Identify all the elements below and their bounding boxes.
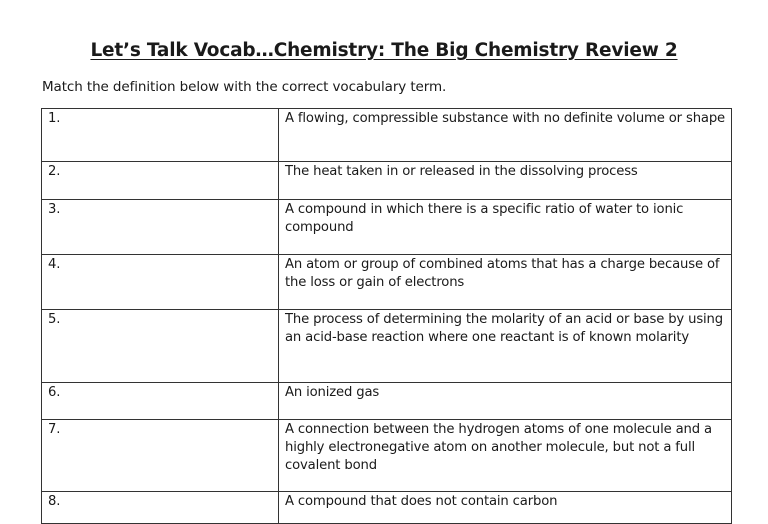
- term-number-cell[interactable]: 1.: [42, 109, 279, 162]
- table-row: [42, 109, 732, 162]
- definition-cell: A connection between the hydrogen atoms of one molecule and a highly electronegative atom on another molecule, but not a full covalent bond: [279, 420, 732, 492]
- term-number-cell[interactable]: 4.: [42, 255, 279, 310]
- definition-cell: The process of determining the molarity of an acid or base by using an acid-base reaction where one reactant is of known molarity: [279, 310, 732, 383]
- definition-cell: An atom or group of combined atoms that has a charge because of the loss or gain of electrons: [279, 255, 732, 310]
- definition-cell: The heat taken in or released in the dissolving process: [279, 162, 732, 200]
- term-number-cell[interactable]: 7.: [42, 420, 279, 492]
- table-row: [42, 492, 732, 524]
- definition-cell: An ionized gas: [279, 383, 732, 420]
- instructions-text: Match the definition below with the correct vocabulary term.: [42, 79, 447, 95]
- page-title: Let’s Talk Vocab…Chemistry: The Big Chemistry Review 2: [90, 40, 678, 61]
- table-row: [42, 255, 732, 310]
- term-number-cell[interactable]: 6.: [42, 383, 279, 420]
- term-number-cell[interactable]: 3.: [42, 200, 279, 255]
- term-number-cell[interactable]: 5.: [42, 310, 279, 383]
- vocab-table: [41, 108, 732, 524]
- table-row: [42, 162, 732, 200]
- table-row: [42, 200, 732, 255]
- table-row: [42, 420, 732, 492]
- definition-cell: A compound that does not contain carbon: [279, 492, 732, 524]
- term-number-cell[interactable]: 8.: [42, 492, 279, 524]
- definition-cell: A compound in which there is a specific ratio of water to ionic compound: [279, 200, 732, 255]
- term-number-cell[interactable]: 2.: [42, 162, 279, 200]
- table-row: [42, 310, 732, 383]
- definition-cell: A flowing, compressible substance with no definite volume or shape: [279, 109, 732, 162]
- table-row: [42, 383, 732, 420]
